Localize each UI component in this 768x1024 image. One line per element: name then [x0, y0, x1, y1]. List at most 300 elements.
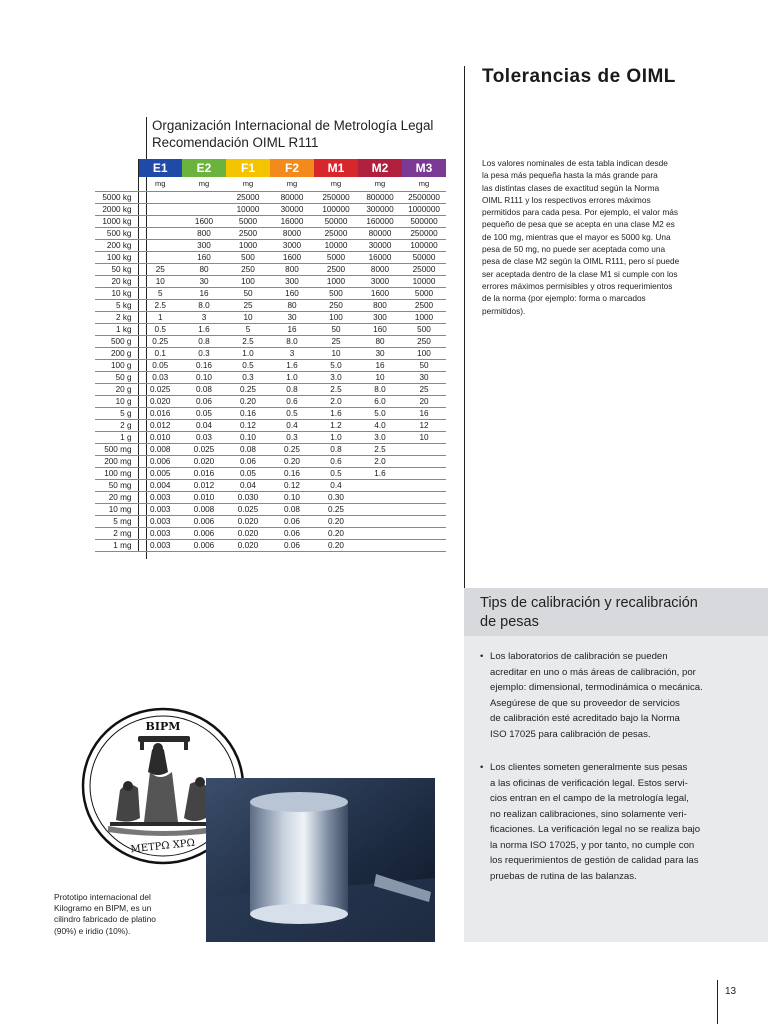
tolerance-cell: 16000 [270, 215, 314, 227]
table-row [95, 467, 446, 479]
tolerance-cell: 80 [270, 299, 314, 311]
nominal-value-cell: 50 mg [95, 479, 138, 491]
unit-cell: mg [270, 177, 314, 191]
tolerance-cell: 0.5 [226, 359, 270, 371]
unit-cell: mg [182, 177, 226, 191]
tolerance-cell: 16 [270, 323, 314, 335]
tolerance-cell: 16 [402, 407, 446, 419]
caption-line: Prototipo internacional del [54, 892, 151, 902]
tolerance-cell: 0.30 [314, 491, 358, 503]
tolerance-cell: 0.004 [138, 479, 182, 491]
tolerance-cell: 0.06 [226, 455, 270, 467]
class-header-cell: M2 [358, 159, 402, 177]
bullet-line: de calibración esté acreditado bajo la Norma [490, 713, 680, 724]
tolerance-cell: 8000 [270, 227, 314, 239]
nominal-value-cell: 50 g [95, 371, 138, 383]
table-heading [152, 117, 433, 151]
tolerance-cell: 5.0 [358, 407, 402, 419]
tolerance-cell: 0.04 [182, 419, 226, 431]
tolerance-cell: 0.25 [138, 335, 182, 347]
tolerance-cell: 50 [226, 287, 270, 299]
tolerance-cell: 1 [138, 311, 182, 323]
caption-line: cilindro fabricado de platino [54, 914, 156, 925]
tolerance-cell: 1000 [402, 311, 446, 323]
table-row [95, 407, 446, 419]
tolerance-cell [358, 491, 402, 503]
tolerance-cell: 2500 [226, 227, 270, 239]
tolerance-cell: 0.020 [138, 395, 182, 407]
tolerance-cell [358, 515, 402, 527]
column-divider [464, 66, 465, 588]
tolerance-cell: 1.0 [270, 371, 314, 383]
tolerance-cell: 100 [402, 347, 446, 359]
tolerance-cell: 0.5 [270, 407, 314, 419]
bullet-icon: • [480, 651, 484, 662]
tolerance-cell: 1600 [358, 287, 402, 299]
header-blank-cell [95, 159, 138, 177]
bullet-line: pruebas de rutina de las balanzas. [490, 870, 637, 882]
tolerance-cell: 0.20 [270, 455, 314, 467]
bullet-line: a las oficinas de verificación legal. Estos servi- [490, 777, 688, 789]
bullet-line: Asegúrese de que su proveedor de servicios [490, 697, 680, 709]
bullet-line: ficaciones. La verificación legal no se realiza bajo [490, 824, 701, 835]
tolerance-cell [358, 503, 402, 515]
table-row [95, 443, 446, 455]
tolerance-cell: 500 [402, 323, 446, 335]
tolerance-cell: 0.005 [138, 467, 182, 479]
nominal-value-cell: 500 g [95, 335, 138, 347]
tolerance-cell [138, 227, 182, 239]
tolerance-cell: 0.08 [270, 503, 314, 515]
table-heading-line2: Recomendación OIML R111 [152, 135, 319, 150]
tolerance-cell: 0.06 [270, 527, 314, 539]
table-row [95, 263, 446, 275]
nominal-value-cell: 200 kg [95, 239, 138, 251]
tolerance-cell: 2.0 [358, 455, 402, 467]
bullet-icon: • [480, 762, 484, 773]
tolerance-cell: 0.3 [182, 347, 226, 359]
tolerance-cell: 0.020 [182, 455, 226, 467]
nominal-value-cell: 20 g [95, 383, 138, 395]
nominal-value-cell: 100 g [95, 359, 138, 371]
nominal-value-cell: 5 g [95, 407, 138, 419]
bullet-line: ejemplo: dimensional, termodinámica o mecánica. [490, 682, 703, 693]
tolerance-cell: 80 [358, 335, 402, 347]
tolerance-cell [402, 455, 446, 467]
tolerance-cell: 0.030 [226, 491, 270, 503]
tolerance-cell: 0.12 [270, 479, 314, 491]
tolerance-cell [182, 191, 226, 203]
tolerance-cell: 0.03 [182, 431, 226, 443]
tolerance-cell: 0.8 [182, 335, 226, 347]
tolerance-cell: 6.0 [358, 395, 402, 407]
description-line: OIML R111 y los respectivos errores máximos [482, 194, 651, 205]
tolerance-cell: 0.5 [314, 467, 358, 479]
tolerance-cell: 1.6 [270, 359, 314, 371]
tolerance-cell: 0.06 [270, 539, 314, 551]
description-text [482, 157, 714, 317]
tolerance-cell: 0.04 [226, 479, 270, 491]
table-row [95, 299, 446, 311]
tolerance-cell [402, 491, 446, 503]
page-title: Tolerancias de OIML [482, 66, 676, 87]
caption-line: Kilogramo en BIPM, es un [54, 903, 152, 914]
tolerance-cell: 2.5 [314, 383, 358, 395]
tolerance-cell: 30 [182, 275, 226, 287]
tolerance-cell [138, 191, 182, 203]
table-row [95, 215, 446, 227]
tolerance-cell: 250000 [314, 191, 358, 203]
table-row [95, 227, 446, 239]
bullet-line: Los laboratorios de calibración se pueden [490, 651, 668, 662]
tolerance-cell: 5.0 [314, 359, 358, 371]
kilogram-prototype-photo [206, 778, 435, 942]
tolerance-cell: 0.06 [270, 515, 314, 527]
tolerance-cell: 0.025 [182, 443, 226, 455]
nominal-value-cell: 10 g [95, 395, 138, 407]
table-row [95, 455, 446, 467]
tolerance-cell: 1.0 [226, 347, 270, 359]
nominal-value-cell: 10 kg [95, 287, 138, 299]
bullet-text [480, 760, 750, 884]
tolerance-cell: 10 [226, 311, 270, 323]
tolerance-cell: 20 [402, 395, 446, 407]
tolerance-cell: 0.003 [138, 539, 182, 551]
tolerance-cell: 3 [270, 347, 314, 359]
table-row [95, 395, 446, 407]
description-line: permitidos para cada pesa. Por ejemplo, el valor más [482, 207, 678, 218]
table-row [95, 287, 446, 299]
tolerance-cell: 0.10 [226, 431, 270, 443]
tolerance-cell: 8.0 [182, 299, 226, 311]
table-row [95, 191, 446, 203]
tolerance-cell: 0.12 [226, 419, 270, 431]
tolerance-cell: 0.10 [270, 491, 314, 503]
tolerance-cell: 3000 [358, 275, 402, 287]
tolerance-cell: 0.008 [138, 443, 182, 455]
unit-cell: mg [358, 177, 402, 191]
tolerance-cell: 0.003 [138, 527, 182, 539]
description-line: errores máximos permisibles y otros requerimientos [482, 280, 673, 291]
tolerance-cell: 300 [358, 311, 402, 323]
description-line: la pesa más pequeña hasta la más grande para [482, 170, 658, 181]
tolerance-cell: 50000 [314, 215, 358, 227]
tolerance-cell: 0.3 [226, 371, 270, 383]
nominal-value-cell: 5 mg [95, 515, 138, 527]
tolerance-cell: 5000 [314, 251, 358, 263]
nominal-value-cell: 5 kg [95, 299, 138, 311]
tolerance-cell: 50 [314, 323, 358, 335]
bullet-line: no realizan calibraciones, sino solamente veri- [490, 808, 687, 820]
tolerance-cell: 1.2 [314, 419, 358, 431]
tolerance-cell: 0.006 [182, 527, 226, 539]
tolerance-cell: 0.020 [226, 539, 270, 551]
tolerance-cell: 10000 [314, 239, 358, 251]
nominal-value-cell: 20 kg [95, 275, 138, 287]
tolerance-cell: 0.003 [138, 515, 182, 527]
tolerance-cell: 16 [182, 287, 226, 299]
table-row [95, 491, 446, 503]
nominal-value-cell: 1 mg [95, 539, 138, 551]
tolerance-cell: 30 [270, 311, 314, 323]
tolerance-cell: 250 [226, 263, 270, 275]
tolerance-cell: 8.0 [270, 335, 314, 347]
tolerance-cell: 2.5 [138, 299, 182, 311]
table-row [95, 479, 446, 491]
tolerance-cell: 1.6 [358, 467, 402, 479]
tolerance-cell: 800 [270, 263, 314, 275]
tolerance-cell: 80 [182, 263, 226, 275]
tolerance-cell: 10 [358, 371, 402, 383]
table-row [95, 323, 446, 335]
tolerance-cell: 0.010 [138, 431, 182, 443]
tolerance-cell [138, 251, 182, 263]
table-row [95, 335, 446, 347]
tolerance-cell: 1600 [270, 251, 314, 263]
tolerance-cell: 0.3 [270, 431, 314, 443]
tolerance-cell: 250000 [402, 227, 446, 239]
tolerance-cell: 25 [226, 299, 270, 311]
tolerance-cell: 0.4 [270, 419, 314, 431]
nominal-value-cell: 1 g [95, 431, 138, 443]
tolerance-cell: 0.05 [226, 467, 270, 479]
tolerance-cell: 160000 [358, 215, 402, 227]
description-line: de la norma (por ejemplo: forma o marcados [482, 293, 646, 304]
table-row [95, 539, 446, 551]
tolerance-cell: 1000 [314, 275, 358, 287]
tolerance-cell: 2.5 [358, 443, 402, 455]
tolerance-cell: 0.08 [226, 443, 270, 455]
tolerance-cell: 160 [182, 251, 226, 263]
tolerance-cell: 0.6 [270, 395, 314, 407]
description-line: Los valores nominales de esta tabla indican desde [482, 158, 668, 168]
bullet-line: Los clientes someten generalmente sus pesas [490, 762, 688, 773]
tolerance-cell: 0.16 [226, 407, 270, 419]
tolerance-cell: 3.0 [314, 371, 358, 383]
tolerance-cell: 1.6 [314, 407, 358, 419]
tips-bullet-2 [480, 760, 750, 884]
nominal-value-cell: 10 mg [95, 503, 138, 515]
table-row [95, 239, 446, 251]
tolerance-cell: 0.012 [182, 479, 226, 491]
tolerance-cell [358, 479, 402, 491]
nominal-value-cell: 200 mg [95, 455, 138, 467]
tips-title [480, 594, 698, 632]
bullet-line: cios entran en el campo de la metrología legal, [490, 793, 689, 804]
nominal-value-cell: 2000 kg [95, 203, 138, 215]
tolerance-cell [402, 479, 446, 491]
tolerance-cell: 3 [182, 311, 226, 323]
tolerance-cell: 0.25 [226, 383, 270, 395]
tolerance-cell: 0.003 [138, 503, 182, 515]
tolerance-cell: 500000 [402, 215, 446, 227]
tolerance-cell: 500 [226, 251, 270, 263]
table-row [95, 311, 446, 323]
tips-title-line1: Tips de calibración y recalibración [480, 595, 698, 611]
tolerance-cell: 25000 [314, 227, 358, 239]
tolerance-cell: 0.025 [226, 503, 270, 515]
tolerance-cell: 10 [402, 431, 446, 443]
table-row [95, 515, 446, 527]
class-header-row [95, 159, 446, 177]
tolerance-cell: 5 [138, 287, 182, 299]
unit-cell: mg [402, 177, 446, 191]
tolerance-cell: 10 [314, 347, 358, 359]
bullet-line: ISO 17025 para calibración de pesas. [490, 728, 651, 740]
class-header-cell: F2 [270, 159, 314, 177]
tolerance-cell: 25 [402, 383, 446, 395]
table-row [95, 503, 446, 515]
tolerance-cell: 0.025 [138, 383, 182, 395]
nominal-value-cell: 1 kg [95, 323, 138, 335]
tolerance-cell [402, 527, 446, 539]
tolerance-cell: 3.0 [358, 431, 402, 443]
tolerance-cell [138, 239, 182, 251]
tolerance-cell: 8.0 [358, 383, 402, 395]
tolerance-cell: 0.25 [314, 503, 358, 515]
table-heading-line1: Organización Internacional de Metrología Legal [152, 118, 434, 133]
tolerance-cell: 0.4 [314, 479, 358, 491]
tolerance-cell: 300 [182, 239, 226, 251]
page-number: 13 [725, 986, 737, 997]
tolerance-cell: 0.016 [182, 467, 226, 479]
tolerance-cell [138, 203, 182, 215]
tolerance-cell: 250 [314, 299, 358, 311]
tolerance-cell: 0.06 [182, 395, 226, 407]
tolerance-cell: 2500 [314, 263, 358, 275]
tolerance-cell: 80000 [358, 227, 402, 239]
tolerance-cell: 0.05 [138, 359, 182, 371]
tolerance-cell: 1.6 [182, 323, 226, 335]
unit-cell: mg [226, 177, 270, 191]
tolerance-cell: 0.5 [138, 323, 182, 335]
tolerance-cell: 1.0 [314, 431, 358, 443]
nominal-value-cell: 100 kg [95, 251, 138, 263]
tolerance-cell: 2500 [402, 299, 446, 311]
tolerance-cell: 0.003 [138, 491, 182, 503]
tolerance-cell: 0.20 [226, 395, 270, 407]
class-header-cell: M3 [402, 159, 446, 177]
tolerance-cell: 160 [270, 287, 314, 299]
bullet-line: la norma ISO 17025, y por tanto, no cumple con [490, 839, 695, 851]
nominal-value-cell: 2 kg [95, 311, 138, 323]
tolerance-cell: 25000 [226, 191, 270, 203]
tolerance-cell: 8000 [358, 263, 402, 275]
tolerance-cell: 0.6 [314, 455, 358, 467]
tolerance-cell: 250 [402, 335, 446, 347]
description-line: pesa de 50 mg, no puede ser aceptada como una [482, 244, 666, 255]
tolerance-cell: 1000000 [402, 203, 446, 215]
tolerance-cell: 500 [314, 287, 358, 299]
tolerance-cell: 100000 [314, 203, 358, 215]
tolerance-cell: 0.006 [182, 539, 226, 551]
tolerance-cell: 50 [402, 359, 446, 371]
bullet-line: los requerimientos de gestión de calidad para las [490, 855, 699, 866]
tolerance-cell [402, 515, 446, 527]
nominal-value-cell: 20 mg [95, 491, 138, 503]
description-line: permitidos). [482, 305, 526, 316]
class-header-cell: E2 [182, 159, 226, 177]
nominal-value-cell: 1000 kg [95, 215, 138, 227]
tolerance-cell: 25 [314, 335, 358, 347]
tolerance-cell [402, 503, 446, 515]
tolerance-cell: 0.08 [182, 383, 226, 395]
table-row [95, 527, 446, 539]
table-row [95, 419, 446, 431]
tolerance-cell: 25000 [402, 263, 446, 275]
table-row [95, 383, 446, 395]
tolerance-cell: 100 [226, 275, 270, 287]
tolerance-cell: 30 [402, 371, 446, 383]
tolerance-cell: 30000 [358, 239, 402, 251]
tolerance-cell: 2.0 [314, 395, 358, 407]
class-header-cell: F1 [226, 159, 270, 177]
nominal-value-cell: 500 mg [95, 443, 138, 455]
tolerance-cell: 0.012 [138, 419, 182, 431]
table-row [95, 347, 446, 359]
tolerance-cell: 80000 [270, 191, 314, 203]
tolerance-cell: 0.20 [314, 539, 358, 551]
tolerance-cell [358, 527, 402, 539]
unit-cell: mg [138, 177, 182, 191]
nominal-value-cell: 200 g [95, 347, 138, 359]
nominal-value-cell: 500 kg [95, 227, 138, 239]
tolerance-cell: 800000 [358, 191, 402, 203]
tolerance-cell [402, 467, 446, 479]
table-row [95, 431, 446, 443]
description-line: las distintas clases de exactitud según la Norma [482, 182, 660, 193]
tolerance-cell: 100 [314, 311, 358, 323]
page-number-rule [717, 980, 718, 1024]
tolerance-cell: 5000 [402, 287, 446, 299]
tolerance-cell: 16000 [358, 251, 402, 263]
description-line: pesa de clase M2 según la OIML R111, pero sí puede [482, 256, 680, 267]
tips-bullet-1 [480, 649, 750, 742]
caption-line: (90%) e iridio (10%). [54, 925, 131, 936]
bullet-line: acreditar en uno o más áreas de calibración, por [490, 666, 696, 678]
tips-title-line2: de pesas [480, 614, 539, 630]
tolerance-cell: 0.1 [138, 347, 182, 359]
tolerance-cell: 10000 [226, 203, 270, 215]
photo-caption [54, 892, 184, 937]
tolerance-cell [138, 215, 182, 227]
tolerance-cell: 16 [358, 359, 402, 371]
tolerance-cell: 800 [182, 227, 226, 239]
tolerance-cell: 30 [358, 347, 402, 359]
tolerance-cell: 0.10 [182, 371, 226, 383]
tolerance-cell: 0.010 [182, 491, 226, 503]
tolerance-cell: 1600 [182, 215, 226, 227]
tolerance-cell: 3000 [270, 239, 314, 251]
tolerance-cell: 5 [226, 323, 270, 335]
class-header-cell: E1 [138, 159, 182, 177]
tolerance-cell: 0.006 [182, 515, 226, 527]
tolerance-cell: 10 [138, 275, 182, 287]
tolerance-cell: 2.5 [226, 335, 270, 347]
tolerance-cell: 0.20 [314, 527, 358, 539]
bullet-text [480, 649, 750, 742]
seal-top-text: BIPM [145, 720, 181, 733]
tolerance-cell: 0.020 [226, 527, 270, 539]
unit-row [95, 177, 446, 191]
tolerance-cell: 5000 [226, 215, 270, 227]
tolerance-cell [182, 203, 226, 215]
seal-bottom-text: ΜΕΤΡΩ ΧΡΩ [130, 837, 196, 856]
unit-blank-cell [95, 177, 138, 191]
tolerance-cell: 300 [270, 275, 314, 287]
tolerance-cell: 100000 [402, 239, 446, 251]
tolerance-cell: 0.25 [270, 443, 314, 455]
